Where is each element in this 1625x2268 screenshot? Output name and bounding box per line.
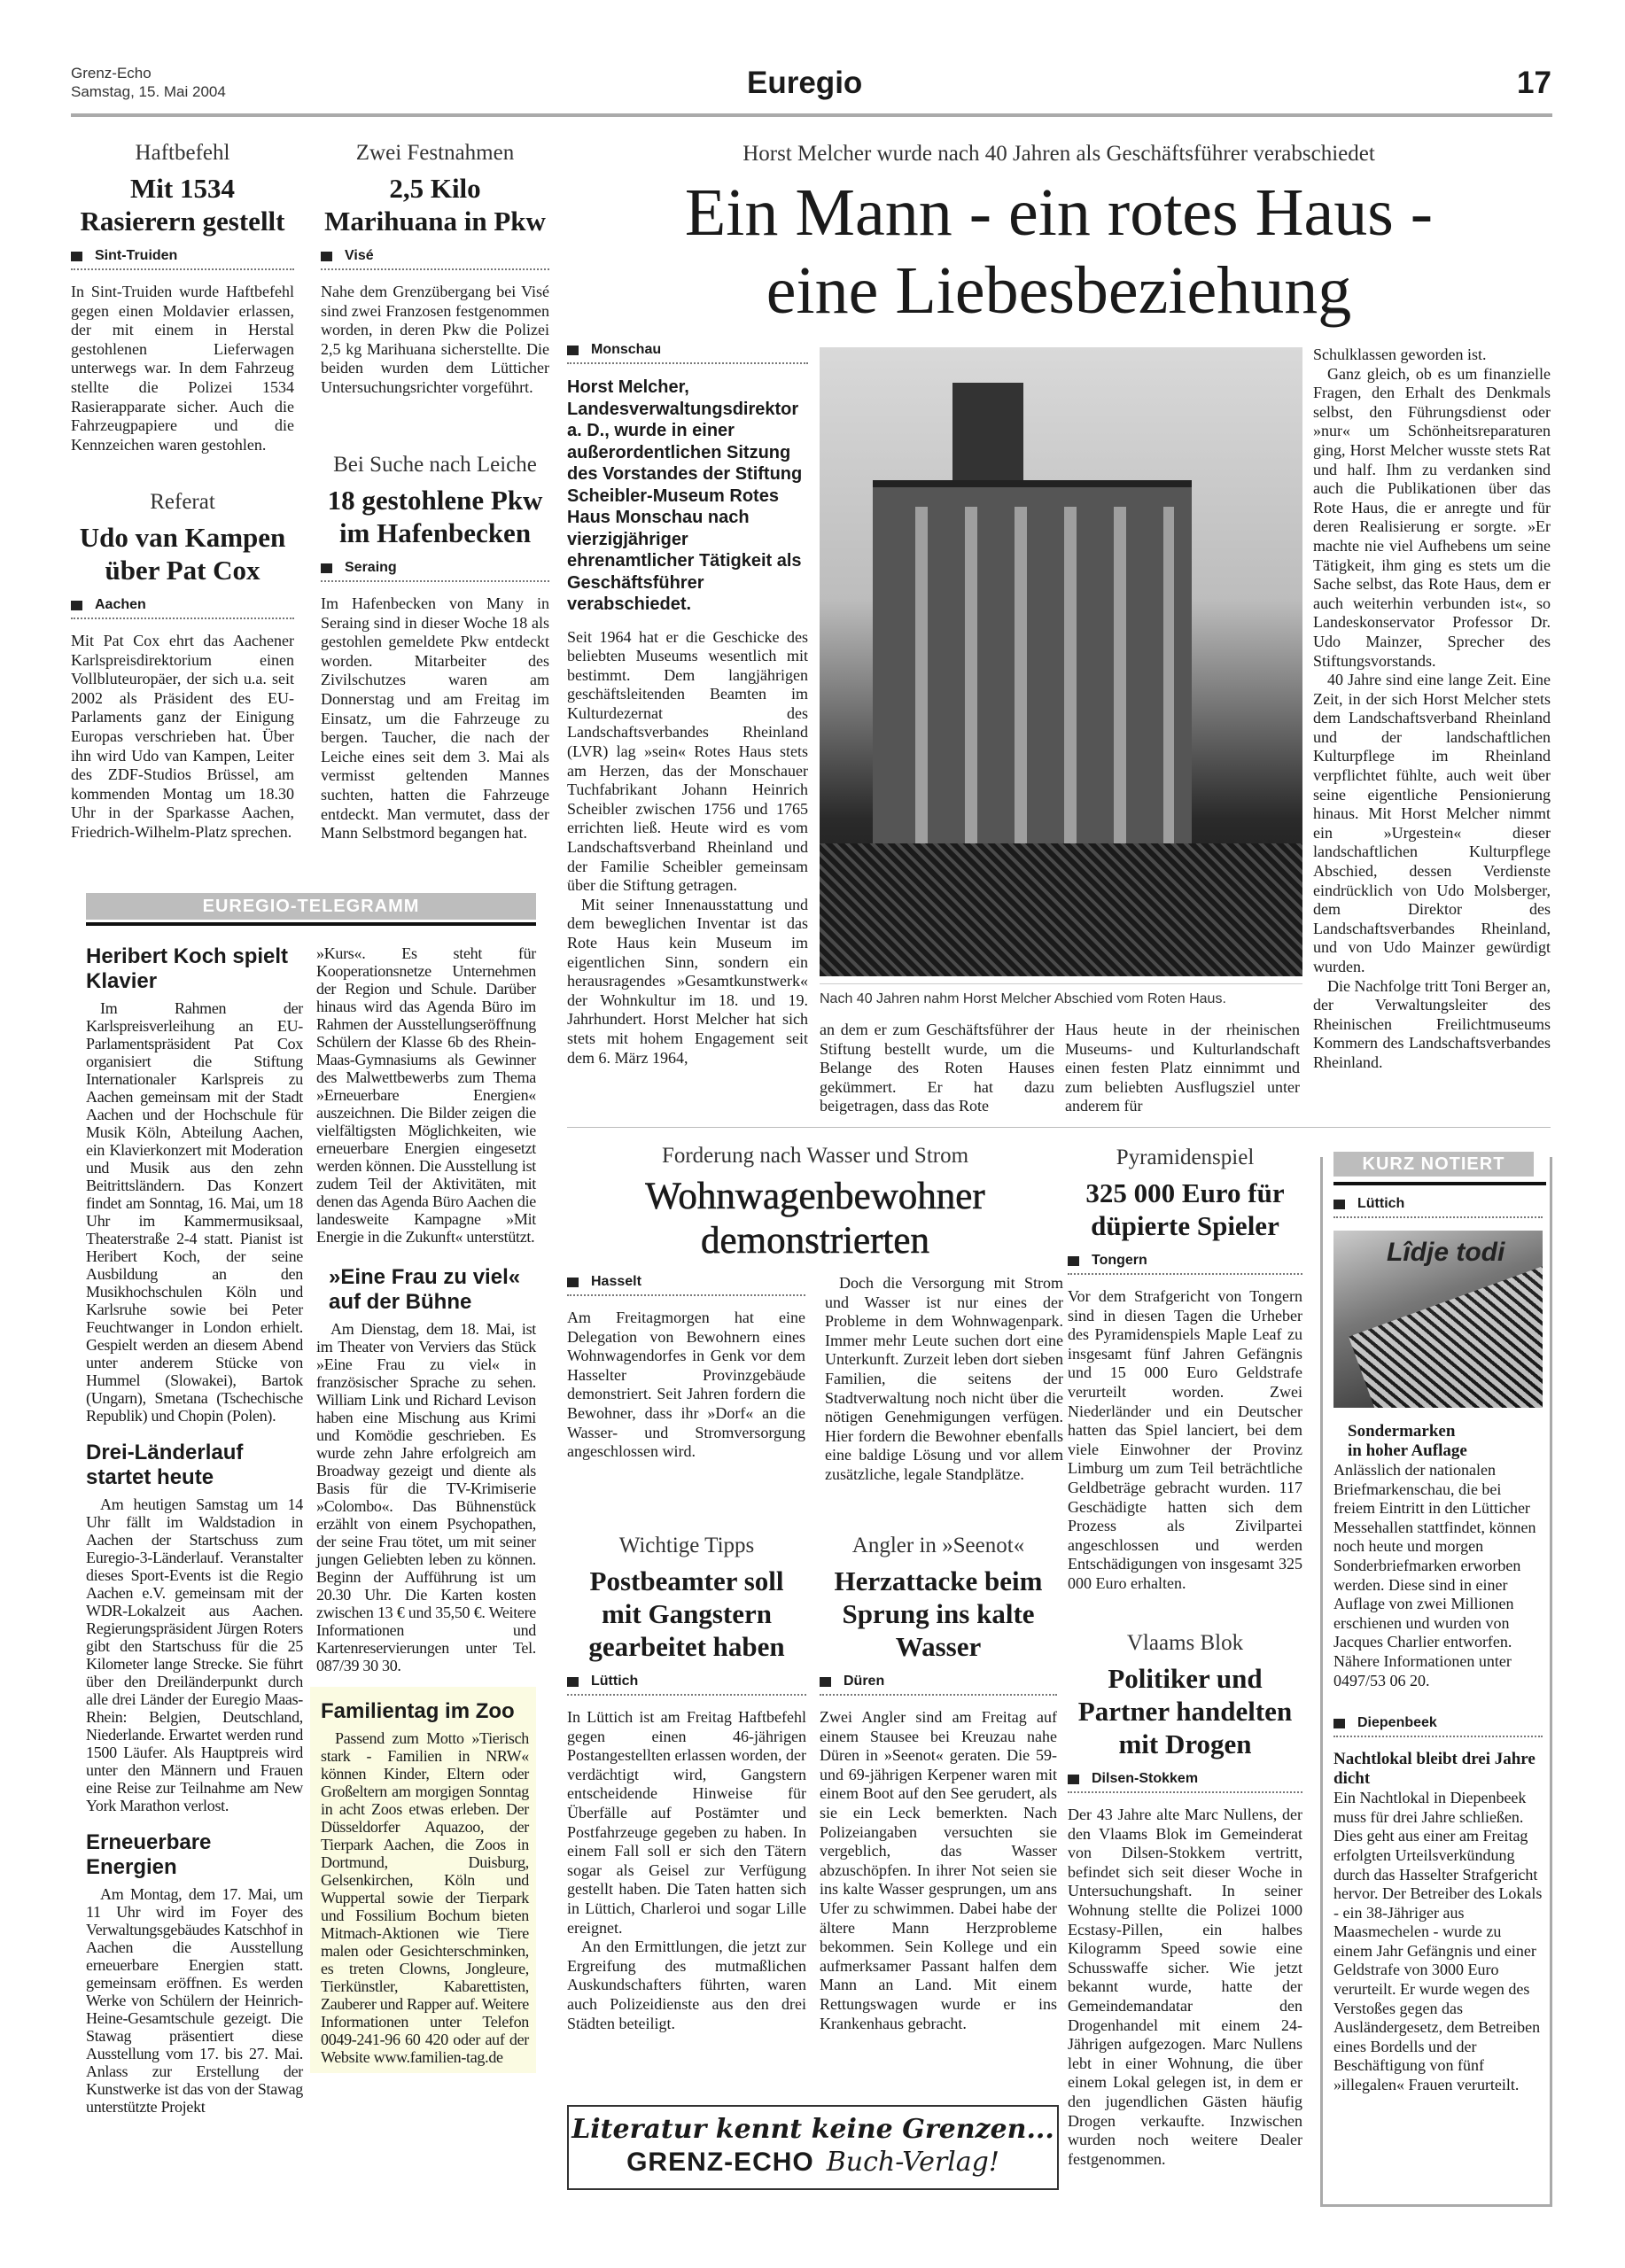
- location-text: Diepenbeek: [1357, 1715, 1437, 1731]
- paper-name: Grenz-Echo: [71, 65, 152, 82]
- photo-caption: Nach 40 Jahren nahm Horst Melcher Abschied vom Roten Haus.: [820, 983, 1302, 1007]
- location-label: [567, 1274, 805, 1296]
- kurz-notiert-content: [1333, 1196, 1543, 2095]
- headline-line: in hoher Auflage: [1348, 1441, 1467, 1460]
- paragraph: Passend zum Motto »Tierisch stark - Familien in NRW« können Kinder, Eltern oder Großeltern am morgigen Sonntag in acht Zoos etwas erleben. Der Düsseldorfer Aquazoo, der Tierpark Aachen, die Zoos in Dortmund, Duisburg, Gelsenkirchen, Köln und Wuppertal sowie der Tierpark und Fossilium Bochum bieten Mitmach-Aktionen wie Tiere malen oder Gesichterschminken, es treten Clowns, Jongleure, Tierkünstler, Kabarettisten, Zauberer und Rapper auf. Weitere Informationen unter Telefon 0049-241-96 60 420 oder auf der Website www.familien-tag.de: [321, 1729, 529, 2066]
- paragraph: Ganz gleich, ob es um finanzielle Fragen, den Erhalt des Denkmals selbst, den Führungsdienst oder »nur« um Schönheitsreparaturen ging, Horst Melcher wusste stets Rat und half. Ihm zu verdanken sind auch die Publikationen über das Rote Haus, die er anregte und für deren Realisierung er sorgte. »Er machte nie viel Aufhebens um seine Tätigkeit, ihm ging es stets um die Sache selbst, das Rote Haus, dem er auch weiterhin verbunden ist«, so Landeskonservator Professor Dr. Udo Mainzer, Sprecher des Stiftungsvorstands.: [1313, 364, 1551, 670]
- location-text: Tongern: [1092, 1253, 1147, 1268]
- lead-paragraph: Horst Melcher, Landesverwaltungsdirektor a. D., wurde in einer außerordentlichen Sitzung des Vorstandes der Stiftung Scheibler-Museum Rotes Haus Monschau nach vierzigjähriger ehrenamtlicher Tätigkeit als Geschäftsführer verabschiedet.: [567, 377, 803, 614]
- location-text: Hasselt: [591, 1274, 641, 1289]
- location-label: [71, 248, 294, 270]
- article-pyramidenspiel: [1068, 1145, 1302, 1594]
- main-text-column-1: [567, 342, 808, 1068]
- headline-line: Sondermarken: [1348, 1422, 1456, 1441]
- paragraph: Im Rahmen der Karlspreisverleihung an EU-Parlamentspräsident Pat Cox organisiert die Stiftung Internationaler Karlspreis zu Aachen gemeinsam mit der Stadt Aachen und der Hochschule für Musik Köln, Abteilung Aachen, ein Klavierkonzert mit Moderation und Musik aus den zehn Beitrittsländern. Das Konzert findet am Sonntag, 16. Mai, um 18 Uhr im Kammermusiksaal, Theaterstraße 2-4 statt. Pianist ist Heribert Koch, der seine Ausbildung an den Musikhochschulen Köln und Karlsruhe sowie bei Peter Feuchtwanger in London erhielt. Gespielt werden an diesem Abend unter anderem Stücke von Hummel (Slowakei), Bartok (Ungarn), Smetana (Tschechische Republik) und Chopin (Polen).: [86, 999, 303, 1425]
- news-headline: Heribert Koch spielt Klavier: [86, 944, 289, 993]
- paragraph: Am Montag, dem 17. Mai, um 11 Uhr wird im Foyer des Verwaltungsgebäudes Katschhof in Aachen die Ausstellung erneuerbare Energien statt. gemeinsam eröffnen. Es werden Werke von Schülern der Heinrich-Heine-Gesamtschule gezeigt. Die Stawag präsentiert diese Ausstellung vom 17. bis 27. Mai. Anlass zur Erstellung der Kunstwerke ist das von der Stawag unterstützte Projekt: [86, 1885, 303, 2116]
- location-label: [321, 248, 549, 270]
- main-title-line: Ein Mann - ein rotes Haus -: [684, 175, 1434, 250]
- headline: Politiker und Partner handelten mit Drogen: [1077, 1663, 1293, 1759]
- news-headline: Familientag im Zoo: [321, 1699, 515, 1723]
- bridge-graphic: [1349, 1258, 1543, 1408]
- location-text: Düren: [844, 1674, 885, 1689]
- kicker: Referat: [150, 490, 215, 514]
- headline: Postbeamter soll mit Gangstern gearbeitet haben: [588, 1565, 785, 1662]
- article-referat: [71, 489, 294, 843]
- header-rule: [71, 113, 1552, 117]
- familientag-box: [310, 1687, 536, 2073]
- kurz-notiert-rule: [1333, 1182, 1546, 1185]
- river-railing: [820, 843, 1302, 976]
- location-text: Sint-Truiden: [95, 248, 178, 263]
- paragraph: Schulklassen geworden ist.: [1313, 346, 1487, 363]
- main-text-column-4: [1313, 346, 1551, 1073]
- square-bullet-icon: [71, 601, 82, 610]
- news-headline: Nachtlokal bleibt drei Jahre dicht: [1333, 1750, 1536, 1789]
- paragraph: Nahe dem Grenzübergang bei Visé sind zwei Franzosen festgenommen worden, in deren Pkw die Polizei 2,5 kg Marihuana sicherstellte. Die beiden wurden dem Lütticher Untersuchungsrichter vorgeführt.: [321, 283, 549, 396]
- article-postbeamter: [567, 1533, 806, 2033]
- paragraph: Am Freitagmorgen hat eine Delegation von Bewohnern eines Wohnwagendorfes in Genk vor dem Hasselter Provinzgebäude demonstriert. Seit Jahren fordern die Bewohner, dass ihr »Dorf« an die Wasser- und Stromversorgung angeschlossen wird.: [567, 1309, 805, 1461]
- article-vlaams-blok: [1068, 1630, 1302, 2169]
- location-text: Dilsen-Stokkem: [1092, 1771, 1199, 1786]
- section-divider: [567, 1127, 1551, 1128]
- location-label: [321, 560, 549, 582]
- paragraph: Ein Nachtlokal in Diepenbeek muss für drei Jahre schließen. Dies geht aus einer am Freitag erfolgten Urteilsverkündung durch das Hasselter Strafgericht hervor. Der Betreiber des Lokals - ein 38-Jähriger aus Maasmechelen - wurde zu einem Jahr Gefängnis und einer Geldstrafe von 3000 Euro verurteilt. Er wurde wegen des Verstoßes gegen das Ausländergesetz, dem Betreiben eines Bordells und der Beschäftigung von fünf »illegalen« Frauen verurteilt.: [1333, 1789, 1543, 2094]
- kurz-notiert-title: KURZ NOTIERT: [1333, 1152, 1534, 1177]
- paragraph: An den Ermittlungen, die jetzt zur Ergreifung des mutmaßlichen Auskundschafters führten, waren auch Polizeidienste aus den drei Städten beteiligt.: [567, 1938, 806, 2032]
- paragraph: Anlässlich der nationalen Briefmarkenschau, die bei freiem Eintritt in den Lütticher Messehallen stattfindet, können noch heute und morgen Sonderbriefmarken erworben werden. Diese sind in einer Auflage von zwei Millionen erschienen und wurden von Jacques Charlier entworfen. Nähere Informationen unter 0497/53 06 20.: [1333, 1461, 1536, 1689]
- square-bullet-icon: [1068, 1775, 1079, 1784]
- article-angler: [820, 1533, 1057, 2033]
- paragraph: Am heutigen Samstag um 14 Uhr fällt im Waldstadion in Aachen der Startschuss zum Euregio-3-Länderlauf. Veranstalter dieses Sport-Events ist die Regio Aachen e.V. gemeinsam mit der WDR-Lokalzeit aus Aachen. Regierungspräsident Jürgen Roters gibt den Startschuss für die 25 Kilometer lange Strecke. Sie führt über den Dreiländerpunkt durch alle drei Länder der Euregio Maas-Rhein: Belgien, Deutschland, Niederlande. Erwartet werden rund 1500 Läufer. Als Hauptpreis wird unter den Männern und Frauen eine Reise zur Teilnahme am New York Marathon verlost.: [86, 1495, 303, 1814]
- square-bullet-icon: [71, 252, 82, 261]
- paragraph: Vor dem Strafgericht von Tongern sind in diesen Tagen die Urheber des Pyramidenspiels Maple Leaf zu insgesamt fünf Jahren Gefängnis und 15 000 Euro Geldstrafe verurteilt worden. Zwei Niederländer und ein Deutscher hatten das Spiel lanciert, bei dem viele Einwohner der Provinz Limburg um zum Teil beträchtliche Geldbeträge gebracht wurden. 117 Geschädigte hatten sich dem Prozess als Zivilpartei angeschlossen und werden Entschädigungen von insgesamt 325 000 Euro erhalten.: [1068, 1287, 1302, 1592]
- headline: 2,5 Kilo Marihuana in Pkw: [324, 173, 546, 237]
- square-bullet-icon: [567, 1677, 579, 1687]
- paragraph: Doch die Versorgung mit Strom und Wasser ist nur eines der Probleme in dem Wohnwagenpark. Immer mehr Leute suchen dort eine Unterkunft. Zurzeit leben dort sieben Familien, die seitens der Stadtverwaltung noch nicht über die nötigen Genehmigungen verfügen. Hier fordern die Bewohner ebenfalls eine baldige Lösung und vor allem zusätzliche, legale Standplätze.: [825, 1274, 1063, 1483]
- news-headline: Drei-Länderlauf startet heute: [86, 1441, 244, 1489]
- square-bullet-icon: [321, 252, 332, 261]
- paragraph: Die Nachfolge tritt Toni Berger an, der Verwaltungsleiter des Rheinischen Freilichtmuseums Kommern des Landschaftsverbandes Rheinland.: [1313, 976, 1551, 1071]
- stamp-image: [1333, 1231, 1543, 1408]
- paragraph: an dem er zum Geschäftsführer der Stiftung bestellt wurde, um die Belange des Roten Hauses gekümmert. Er hat dazu beigetragen, dass das Rote: [820, 1021, 1054, 1115]
- headline: 325 000 Euro für düpierte Spieler: [1085, 1177, 1285, 1241]
- location-text: Monschau: [591, 342, 662, 357]
- article-wohnwagen: [567, 1143, 1063, 1485]
- main-title: [567, 174, 1551, 330]
- paragraph: Der 43 Jahre alte Marc Nullens, der den Vlaams Blok im Gemeinderat von Dilsen-Stokkem vertritt, befindet sich seit dieser Woche in Untersuchungshaft. In seiner Wohnung stellte die Polizei 1000 Ecstasy-Pillen, ein halbes Kilogramm Speed sowie eine Schusswaffe sicher. Wie jetzt bekannt wurde, hatte der Gemeindemandatar den Drogenhandel mit einem 24-Jährigen aufgezogen. Marc Nullens lebt in einer Wohnung, die über einem Lokal gelegen ist, in dem er den jugendlichen Gästen häufig Drogen verkaufte. Inzwischen wurden noch weitere Dealer festgenommen.: [1068, 1806, 1302, 2168]
- photo-rotes-haus: [820, 347, 1302, 976]
- kicker: Haftbefehl: [135, 141, 230, 165]
- location-text: Lüttich: [591, 1674, 639, 1689]
- main-text-column-3: [1065, 1021, 1300, 1116]
- main-kicker: Horst Melcher wurde nach 40 Jahren als Geschäftsführer verabschiedet: [743, 142, 1375, 166]
- paragraph: Zwei Angler sind am Freitag auf einem Stausee bei Kreuzau nahe Düren in »Seenot« geraten. Die 59- und 69-jährigen Kerpener waren mit einem Boot auf den See gerudert, als sie ein Leck bemerkten. Nach Polizeiangaben versuchten sie vergeblich, das Wasser abzuschöpfen. In ihrer Not seien sie ins kalte Wasser gesprungen, um ans Ufer zu schwimmen. Dabei habe der ältere Mann Herzprobleme bekommen. Sein Kollege und ein aufmerksamer Passant halfen dem Mann an Land. Mit einem Rettungswagen wurde er ins Krankenhaus gebracht.: [820, 1708, 1057, 2032]
- headline: 18 gestohlene Pkw im Hafenbecken: [327, 485, 543, 548]
- headline: Wohnwagenbewohner demonstrierten: [645, 1176, 985, 1262]
- paragraph: In Sint-Truiden wurde Haftbefehl gegen einen Moldavier erlassen, der mit einem in Herstal gestohlenen Lieferwagen unterwegs war. In dem Fahrzeug stellte die Polizei 1534 Rasierapparate sicher. Auch die Fahrzeugpapiere und die Kennzeichen waren gestohlen.: [71, 283, 294, 454]
- issue-date: Samstag, 15. Mai 2004: [71, 83, 226, 100]
- square-bullet-icon: [567, 1278, 579, 1287]
- square-bullet-icon: [820, 1677, 831, 1687]
- location-label: [820, 1674, 1057, 1696]
- paragraph: In Lüttich ist am Freitag Haftbefehl gegen einen 46-jährigen Postangestellten erlassen worden, der verdächtigt wird, Gangstern entscheidende Hinweise für Überfälle auf Postämter und Postfahrzeuge gegeben zu haben. In einem Fall soll er sich den Tätern sogar als Geisel zur Verfügung gestellt haben. Die Taten hatten sich in Lüttich, Charleroi und sogar Lille ereignet.: [567, 1708, 806, 1937]
- kicker: Pyramidenspiel: [1116, 1146, 1255, 1169]
- square-bullet-icon: [1333, 1719, 1345, 1728]
- square-bullet-icon: [321, 563, 332, 573]
- section-title: Euregio: [747, 66, 863, 100]
- telegramm-column-2: [316, 944, 536, 2073]
- news-headline: [1333, 1422, 1543, 1461]
- paragraph: Im Hafenbecken von Many in Seraing sind in dieser Woche 18 als gestohlen gemeldete Pkw entdeckt worden. Mitarbeiter des Zivilschutzes waren am Donnerstag und am Freitag im Einsatz, um die Fahrzeuge zu bergen. Taucher, die nach der Leiche eines seit dem 3. Mai als vermisst geltenden Mannes suchten, hatten die Fahrzeuge entdeckt. Man vermutet, dass der Mann Selbstmord begangen hat.: [321, 594, 549, 843]
- kicker: Forderung nach Wasser und Strom: [661, 1144, 969, 1168]
- paragraph: »Kurs«. Es steht für Kooperationsnetze Unternehmen der Region und Schule. Darüber hinaus wird das Agenda Büro im Rahmen der Ausstellungseröffnung Schülern der Klasse 6b des Rhein-Maas-Gymnasiums als Gewinner des Malwettbewerbs zum Thema »Erneuerbare Energien« auszeichnen. Die Bilder zeigen die vielfältigsten Möglichkeiten, wie erneuerbare Energien eingesetzt werden können. Die Ausstellung ist zudem Teil der Aktivitäten, mit denen das Agenda Büro Aachen die landesweite Kampagne »Mit Energie in die Zukunft« unterstützt.: [316, 944, 536, 1246]
- page-number: 17: [1517, 66, 1551, 100]
- article-seraing: [321, 452, 549, 843]
- telegramm-title-bar: EUREGIO-TELEGRAMM: [86, 893, 536, 920]
- headline: Udo van Kampen über Pat Cox: [79, 522, 286, 586]
- house-tower: [952, 383, 1023, 480]
- headline: Mit 1534 Rasierern gestellt: [80, 173, 285, 237]
- main-text-column-2: [820, 1021, 1054, 1116]
- paragraph: Seit 1964 hat er die Geschicke des beliebten Museums wesentlich mit bestimmt. Dem langjährigen geschäftsleitenden Beamten im Kulturdezernat des Landschaftsverbandes Rheinland (LVR) lag »sein« Rotes Haus stets am Herzen, das der Monschauer Tuchfabrikant Johann Heinrich Scheibler zwischen 1756 und 1765 errichten ließ. Heute wird es vom Landschaftsverband Rheinland und der Familie Scheibler gemeinsam über die Stiftung getragen.: [567, 627, 808, 895]
- headline: Herzattacke beim Sprung ins kalte Wasser: [834, 1565, 1043, 1662]
- kicker: Zwei Festnahmen: [355, 141, 515, 165]
- location-label: [1333, 1196, 1543, 1218]
- paragraph: Mit seiner Innenausstattung und dem beweglichen Inventar ist das Rote Haus kein Museum im eigentlichen Sinn, sondern ein herausragendes »Gesamtkunstwerk« der Wohnkultur im 18. und 19. Jahrhundert. Horst Melcher hat sich stets mit hohem Engagement seit dem 6. März 1964,: [567, 895, 808, 1067]
- paragraph: Am Dienstag, dem 18. Mai, ist im Theater von Verviers das Stück »Eine Frau zu viel« in französischer Sprache zu sehen. William Link und Richard Levison haben eine Mischung aus Krimi und Komödie geschrieben. Es wurde zehn Jahre erfolgreich am Broadway gezeigt und diente als Basis für die TV-Krimiserie »Colombo«. Das Bühnenstück erzählt von einem Psychopathen, der seine Frau tötet, um mit seiner jungen Geliebten leben zu können. Beginn der Aufführung ist um 20.30 Uhr. Die Karten kosten zwischen 13 € und 35,50 €. Weitere Informationen und Kartenreservierungen unter Tel. 087/39 30 30.: [316, 1320, 536, 1674]
- paragraph: Mit Pat Cox ehrt das Aachener Karlspreisdirektorium einen Vollbluteuropäer, der sich u.a. seit 2002 als Präsident des EU-Parlaments ganz der Einigung Europas verschrieben hat. Über ihn wird Udo van Kampen, Leiter des ZDF-Studios Brüssel, am kommenden Montag um 18.30 Uhr in der Sparkasse Aachen, Friedrich-Wilhelm-Platz sprechen.: [71, 632, 294, 841]
- location-text: Visé: [345, 248, 374, 263]
- telegramm-column-1: [86, 937, 303, 2116]
- ad-brand: GRENZ-ECHO: [626, 2148, 814, 2177]
- kicker: Wichtige Tipps: [618, 1534, 755, 1557]
- location-label: [71, 597, 294, 619]
- article-vise: [321, 140, 549, 398]
- square-bullet-icon: [1068, 1256, 1079, 1266]
- masthead: [71, 64, 226, 101]
- ad-tagline: Buch-Verlag!: [826, 2147, 999, 2178]
- paragraph: 40 Jahre sind eine lange Zeit. Eine Zeit, in der sich Horst Melcher stets dem Landschaftsverband Rheinland und der landschaftlichen Kulturpflege im Rheinland verpflichtet fühlte, auch weit über seine eigentliche Pensionierung hinaus. Mit Horst Melcher nimmt ein »Urgestein« dieser landschaftlichen Kulturpflege Abschied, dessen Verdienste eindrücklich von Udo Molsberger, dem Direktor des Landschaftsverbandes Rheinland, und von Udo Mainzer gewürdigt wurden.: [1313, 671, 1551, 975]
- kicker: Vlaams Blok: [1126, 1631, 1244, 1655]
- news-headline: »Eine Frau zu viel« auf der Bühne: [329, 1265, 521, 1314]
- location-text: Lüttich: [1357, 1196, 1405, 1211]
- location-label: [1068, 1771, 1302, 1793]
- kicker: Angler in »Seenot«: [851, 1534, 1025, 1557]
- kicker: Bei Suche nach Leiche: [333, 453, 537, 477]
- location-label: [1333, 1715, 1543, 1737]
- ad-slogan: Literatur kennt keine Grenzen...: [571, 2114, 1054, 2145]
- paragraph: Haus heute in der rheinischen Museums- und Kulturlandschaft einen festen Platz einnimmt und zum beliebten Ausflugsziel unter anderem für: [1065, 1021, 1300, 1115]
- square-bullet-icon: [567, 346, 579, 355]
- telegramm-rule: [86, 922, 536, 926]
- stamp-image-text: Lîdje todi: [1387, 1238, 1505, 1267]
- location-label: [1068, 1253, 1302, 1275]
- news-headline: Erneuerbare Energien: [86, 1830, 212, 1879]
- advertisement-buchverlag[interactable]: [567, 2105, 1059, 2190]
- main-title-line: eine Liebesbeziehung: [766, 253, 1352, 328]
- location-text: Seraing: [345, 560, 397, 575]
- location-label: [567, 1674, 806, 1696]
- location-text: Aachen: [95, 597, 146, 612]
- article-haftbefehl: [71, 140, 294, 454]
- house-windows: [890, 507, 1174, 843]
- square-bullet-icon: [1333, 1200, 1345, 1209]
- location-label: [567, 342, 808, 364]
